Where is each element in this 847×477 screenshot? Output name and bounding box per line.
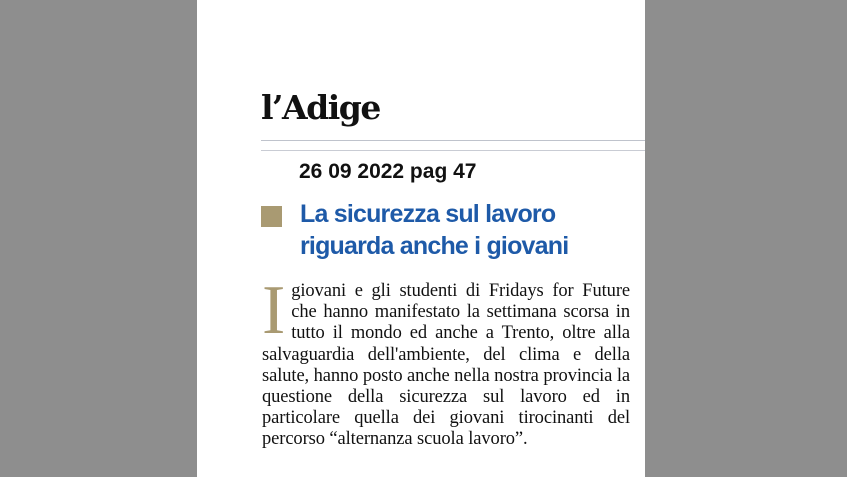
article-body [262,272,630,451]
masthead-rule-bottom [261,150,645,151]
headline-square-marker [261,206,282,227]
newspaper-masthead: l’Adige [261,88,380,127]
masthead-rule-top [261,140,645,141]
issue-dateline: 26 09 2022 pag 47 [299,160,477,183]
drop-cap: I [262,272,286,349]
article-headline: La sicurezza sul lavoro riguarda anche i giovani [300,200,569,260]
document-page [197,0,645,477]
article-body-text: giovani e gli studenti di Fridays for Future che hanno manifestato la settimana scorsa in tutto il mondo ed anche a Trento, oltre alla salvaguardia dell'ambiente, del clima e della salute, hanno posto anche nella nostra provincia la questione della sicurezza sul lavoro ed in particolare quella dei giovani tirocinanti del percorso “alternanza scuola lavoro”. [262,281,630,450]
